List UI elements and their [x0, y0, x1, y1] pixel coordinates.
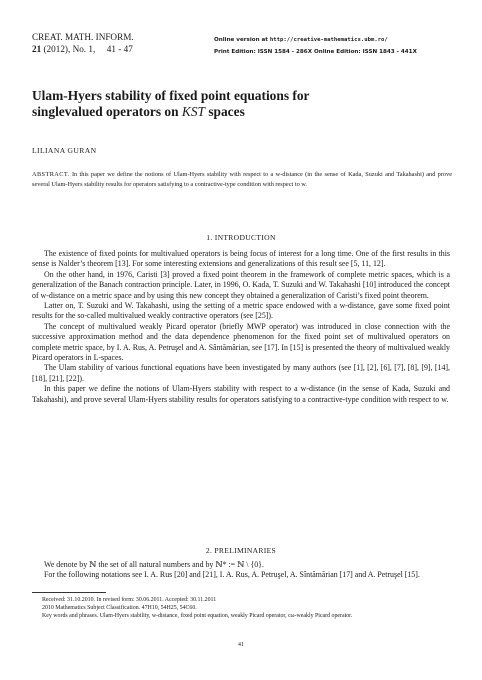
- footnote-divider: [32, 592, 106, 593]
- paragraph: On the other hand, in 1976, Caristi [3] proved a fixed point theorem in the framework of complete metric spaces, which is a generalization of the Banach contraction principle. Later, in 1996, O. Kada, T. Suzuki and W. Takahashi [10] introduced the concept of w-distance on a metric space and by using this new concept they obtained a generalization of Caristi’s fixed point theorem.: [32, 269, 450, 300]
- online-url[interactable]: http://creative-mathematics.ubm.ro/: [269, 37, 388, 43]
- paragraph: The existence of fixed points for multivalued operators is being focus of interest for a long time. One of the first results in this sense is Nalder’s theorem [13]. For some interesting extensions and generalizations of this result see [5, 11, 12].: [32, 249, 450, 269]
- title-line-2: singlevalued operators on KST spaces: [32, 104, 245, 119]
- paragraph: We denote by ℕ the set of all natural numbers and by ℕ* := ℕ \ {0}.: [44, 560, 264, 569]
- paragraph: For the following notations see I. A. Rus [20] and [21], I. A. Rus, A. Petruşel, A. Sîntămărian [17] and A. Petruşel [15].: [44, 570, 420, 580]
- introduction-body: [32, 249, 450, 405]
- kst-symbol: KST: [181, 104, 205, 119]
- paragraph: In this paper we define the notions of Ulam-Hyers stability with respect to a w-distance (in the sense of Kada, Suzuki and Takahashi), and prove several Ulam-Hyers stability results for operators satisfying to a contractive-type condition with respect to w.: [32, 384, 450, 404]
- page-range: 41 - 47: [106, 44, 133, 54]
- paper-title: [32, 88, 452, 120]
- paragraph: The Ulam stability of various functional equations have been investigated by many authors (see [1], [2], [6], [7], [8], [9], [14], [18], [21], [22]).: [32, 363, 450, 383]
- paragraph: The concept of multivalued weakly Picard operator (briefly MWP operator) was introduced in close connection with the successive approximation method and the data dependence phenomenon for the fixed point set of multivalued operators on complete metric space, by I. A. Rus, A. Petruşel and A. Sântămărian, see [17]. In [15] is presented the theory of multivalued weakly Picard operators in L-spaces.: [32, 321, 450, 363]
- section-heading-introduction: 1. INTRODUCTION: [206, 233, 276, 242]
- section-heading-preliminaries: 2. PRELIMINARIES: [205, 546, 277, 555]
- abstract-label: ABSTRACT.: [32, 171, 70, 178]
- page-number: 41: [238, 642, 244, 648]
- volume-number: 21: [32, 44, 42, 54]
- title-line-1: Ulam-Hyers stability of fixed point equations for: [32, 88, 310, 103]
- received-dates: Received: 31.10.2010. In revised form: 30.06.2011. Accepted: 30.11.2011: [42, 597, 217, 603]
- journal-name: CREAT. MATH. INFORM.: [32, 32, 134, 42]
- journal-header: [32, 31, 134, 55]
- preliminaries-body: [32, 560, 450, 581]
- abstract-text: In this paper we define the notions of Ulam-Hyers stability with respect to a w-distance (in the sense of Kada, Suzuki and Takahashi) and prove several Ulam-Hyers stability results for operators satisfying to a contractive-type condition with respect to w.: [32, 171, 453, 188]
- msc-classification: 2010 Mathematics Subject Classification. 47H10, 54H25, 54C60.: [42, 605, 197, 611]
- issn-line: Print Edition: ISSN 1584 - 286X Online Edition: ISSN 1843 - 441X: [214, 49, 417, 55]
- volume-line: [32, 43, 134, 55]
- online-version: Online version at http://creative-mathematics.ubm.ro/: [214, 37, 388, 43]
- edition-info: [214, 34, 417, 58]
- paragraph: Latter on, T. Suzuki and W. Takahashi, using the setting of a metric space endowed with a w-distance, gave some fixed point results for the so-called multivalued weakly contractive operators (see [25]).: [32, 301, 450, 321]
- footnotes: [32, 596, 452, 620]
- author-name: LILIANA GURAN: [32, 146, 97, 155]
- keywords: Key words and phrases. Ulam-Hyers stability, w-distance, fixed point equation, weakly Picard operator, cω-weakly Picard operator.: [42, 613, 353, 619]
- abstract: [32, 170, 452, 189]
- issue-info: (2012), No. 1,: [43, 44, 96, 54]
